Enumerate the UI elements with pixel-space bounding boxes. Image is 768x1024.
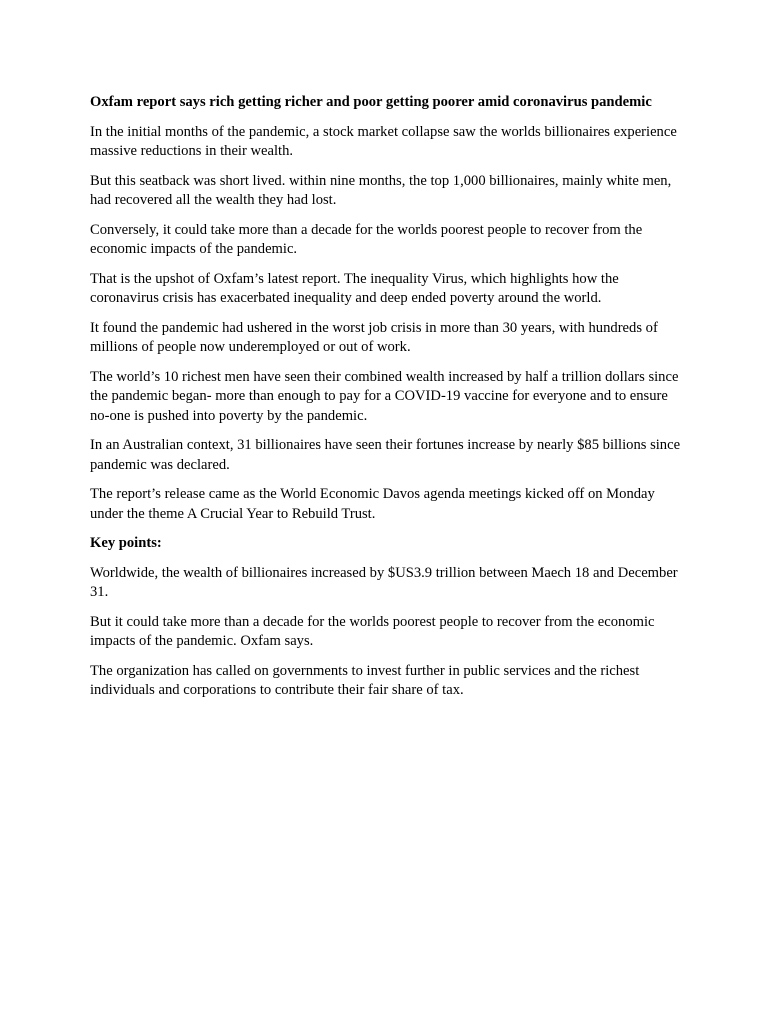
body-paragraph: It found the pandemic had ushered in the worst job crisis in more than 30 years, with hundreds of millions of people now underemployed or out of work. <box>90 319 658 355</box>
body-paragraph: That is the upshot of Oxfam’s latest report. The inequality Virus, which highlights how the coronavirus crisis has exacerbated inequality and deep ended poverty around the world. <box>90 270 619 306</box>
body-paragraph: But this seatback was short lived. within nine months, the top 1,000 billionaires, mainly white men, had recovered all the wealth they had lost. <box>90 172 672 208</box>
document-page <box>90 93 690 711</box>
key-point-paragraph: Worldwide, the wealth of billionaires increased by $US3.9 trillion between Maech 18 and December 31. <box>90 564 678 600</box>
key-point-paragraph: The organization has called on governments to invest further in public services and the richest individuals and corporations to contribute their fair share of tax. <box>90 662 640 698</box>
body-paragraph: The report’s release came as the World Economic Davos agenda meetings kicked off on Monday under the theme A Crucial Year to Rebuild Trust. <box>90 486 655 522</box>
body-paragraph: In an Australian context, 31 billionaires have seen their fortunes increase by nearly $85 billions since pandemic was declared. <box>90 437 681 473</box>
key-points-heading: Key points: <box>90 535 162 551</box>
body-paragraph: The world’s 10 richest men have seen their combined wealth increased by half a trillion dollars since the pandemic began- more than enough to pay for a COVID-19 vaccine for everyone and to ensure no-one is pushed into poverty by the pandemic. <box>90 368 679 424</box>
key-point-paragraph: But it could take more than a decade for the worlds poorest people to recover from the economic impacts of the pandemic. Oxfam says. <box>90 613 655 649</box>
document-title: Oxfam report says rich getting richer and poor getting poorer amid coronavirus pandemic <box>90 94 652 110</box>
body-paragraph: Conversely, it could take more than a decade for the worlds poorest people to recover from the economic impacts of the pandemic. <box>90 221 643 257</box>
body-paragraph: In the initial months of the pandemic, a stock market collapse saw the worlds billionaires experience massive reductions in their wealth. <box>90 123 677 159</box>
